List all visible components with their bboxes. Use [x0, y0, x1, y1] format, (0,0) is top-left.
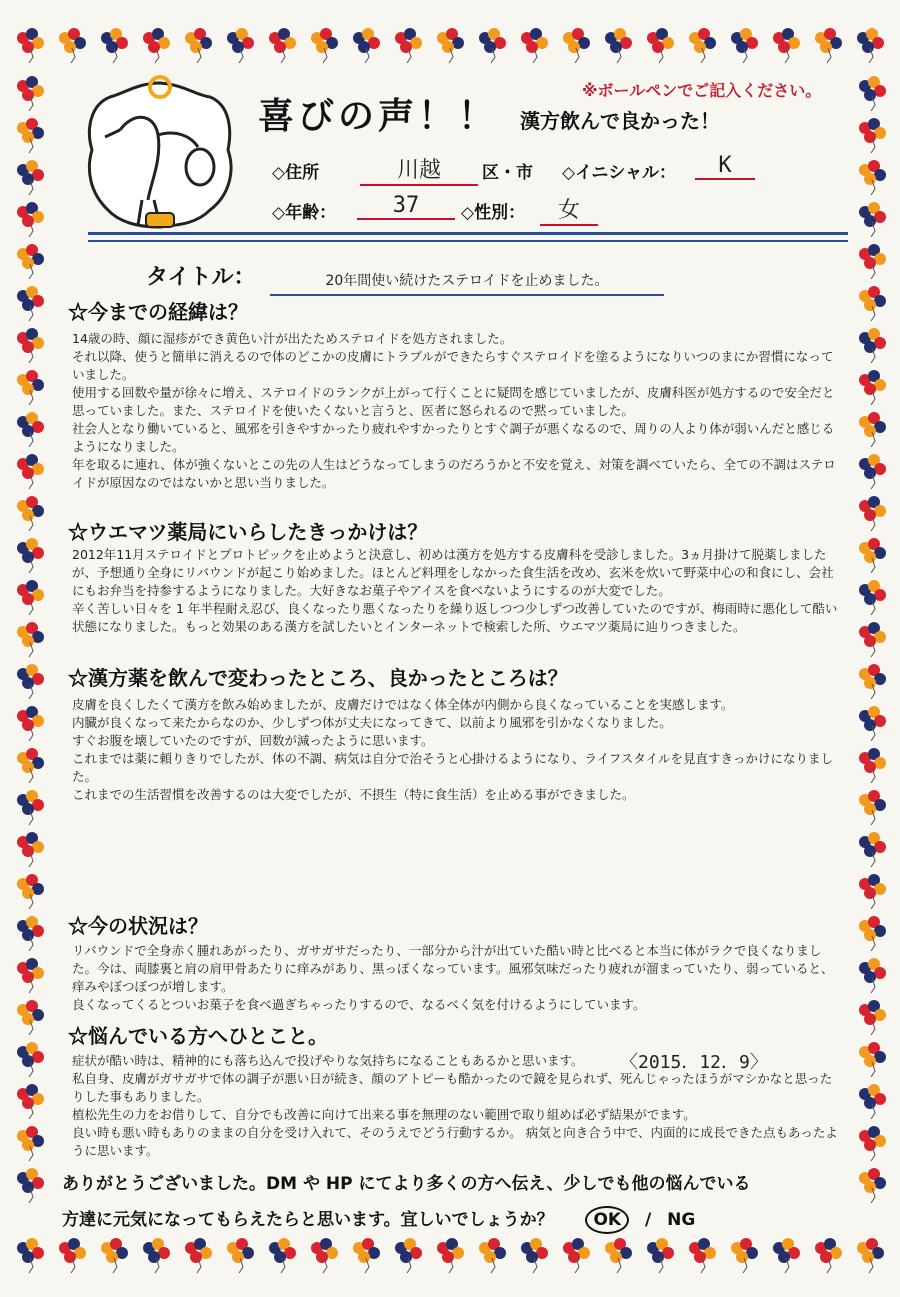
- balloon-cluster: [563, 28, 590, 63]
- balloon-cluster: [647, 28, 674, 63]
- balloon-cluster: [773, 1238, 800, 1273]
- age-field[interactable]: 37: [357, 193, 455, 220]
- address-label: ◇住所: [272, 163, 320, 183]
- balloon-cluster: [17, 790, 44, 825]
- balloon-cluster: [859, 412, 886, 447]
- balloon-cluster: [353, 1238, 380, 1273]
- balloon-cluster: [17, 328, 44, 363]
- balloon-cluster: [605, 1238, 632, 1273]
- balloon-cluster: [859, 1000, 886, 1035]
- balloon-cluster: [859, 664, 886, 699]
- header-divider: [88, 232, 848, 235]
- trigger-line: 2012年11月ステロイドとプロトピックを止めようと決意し、初めは漢方を処方する皮膚科を受診しました。3ヵ月掛けて脱薬しましたが、予想通り全身にリバウンドが起こり始めました。ほとんど料理をしなかった食生活を改め、玄米を炊いて野菜中心の和食にし、会社にもお弁当を持参するようになりました。大好きなお菓子やアイスを食べないようにするのが大変でした。: [72, 547, 834, 598]
- age-label: ◇年齢：: [272, 203, 337, 223]
- balloon-cluster: [17, 706, 44, 741]
- balloon-cluster: [353, 28, 380, 63]
- ward-city-label: 区・市: [482, 163, 533, 183]
- page-subtitle: 漢方飲んで良かった！: [520, 109, 720, 133]
- balloon-cluster: [17, 160, 44, 195]
- crane-logo: [80, 75, 240, 235]
- balloon-cluster: [731, 1238, 758, 1273]
- changes-heading: ☆漢方薬を飲んで変わったところ、良かったところは？: [68, 666, 568, 690]
- initial-label: ◇イニシャル：: [562, 163, 677, 183]
- balloon-cluster: [17, 1084, 44, 1119]
- balloon-cluster: [17, 244, 44, 279]
- balloon-cluster: [815, 1238, 842, 1273]
- balloon-cluster: [859, 580, 886, 615]
- balloon-cluster: [17, 76, 44, 111]
- closing-block: [62, 1166, 852, 1238]
- balloon-cluster: [859, 76, 886, 111]
- page-title: 喜びの声！！: [258, 95, 499, 137]
- history-line: 年を取るに連れ、体が強くないとこの先の人生はどうなってしまうのだろうかと不安を覚え、対策を調べていたら、全ての不調はステロイドが原因なのではないかと思い当りました。: [72, 457, 836, 490]
- balloon-cluster: [859, 748, 886, 783]
- balloon-cluster: [647, 1238, 674, 1273]
- message-body: [72, 1052, 844, 1160]
- balloon-cluster: [859, 160, 886, 195]
- balloon-cluster: [859, 790, 886, 825]
- balloon-cluster: [17, 1042, 44, 1077]
- history-heading: ☆今までの経緯は？: [68, 300, 248, 324]
- balloon-cluster: [859, 496, 886, 531]
- changes-line: 内臓が良くなって来たからなのか、少しずつ体が丈夫になってきて、以前より風邪を引かなくなりました。: [72, 715, 672, 730]
- trigger-line: 辛く苦しい日々を 1 年半程耐え忍び、良くなったり悪くなったりを繰り返しつつ少しずつ改善していたのですが、梅雨時に悪化して酷い状態になりました。もっと効果のある漢方を試したいとインターネットで検索した所、ウエマツ薬局に辿りつきました。: [72, 601, 838, 634]
- balloon-cluster: [859, 1126, 886, 1161]
- balloon-cluster: [17, 1168, 44, 1203]
- changes-line: これまでは薬に頼りきりでしたが、体の不調、病気は自分で治そうと心掛けるようになり、ライフスタイルを見直すきっかけになりました。: [72, 751, 834, 784]
- balloon-cluster: [17, 202, 44, 237]
- changes-line: これまでの生活習慣を改善するのは大変でしたが、不摂生（特に食生活）を止める事ができました。: [72, 787, 635, 802]
- balloon-cluster: [395, 1238, 422, 1273]
- balloon-cluster: [731, 28, 758, 63]
- balloon-cluster: [521, 28, 548, 63]
- history-body: [72, 330, 844, 492]
- balloon-cluster: [689, 28, 716, 63]
- balloon-cluster: [269, 28, 296, 63]
- balloon-cluster: [59, 28, 86, 63]
- title-label: タイトル：: [146, 265, 256, 290]
- balloon-cluster: [17, 496, 44, 531]
- closing-question: 方達に元気になってもらえたらと思います。宜しいでしょうか？: [62, 1210, 554, 1230]
- history-line: それ以降、使うと簡単に消えるので体のどこかの皮膚にトラブルができたらすぐステロイドを塗るようになりいつのまにか習慣になっていました。: [72, 349, 834, 382]
- balloon-cluster: [859, 832, 886, 867]
- balloon-cluster: [859, 1168, 886, 1203]
- balloon-cluster: [859, 118, 886, 153]
- balloon-cluster: [17, 1000, 44, 1035]
- closing-line-1: ありがとうございました。DM や HP にてより多くの方へ伝え、少しでも他の悩んでいる: [62, 1174, 751, 1194]
- trigger-body: [72, 546, 844, 636]
- balloon-cluster: [17, 874, 44, 909]
- balloon-cluster: [859, 286, 886, 321]
- balloon-cluster: [17, 580, 44, 615]
- balloon-cluster: [17, 958, 44, 993]
- balloon-cluster: [859, 328, 886, 363]
- balloon-cluster: [17, 1126, 44, 1161]
- balloon-cluster: [17, 622, 44, 657]
- balloon-cluster: [857, 28, 884, 63]
- balloon-cluster: [437, 28, 464, 63]
- balloon-cluster: [17, 370, 44, 405]
- current-heading: ☆今の状況は？: [68, 914, 208, 938]
- balloon-cluster: [689, 1238, 716, 1273]
- balloon-cluster: [859, 958, 886, 993]
- balloon-cluster: [521, 1238, 548, 1273]
- balloon-cluster: [17, 538, 44, 573]
- balloon-cluster: [17, 664, 44, 699]
- balloon-cluster: [859, 202, 886, 237]
- changes-body: [72, 696, 844, 804]
- balloon-cluster: [185, 1238, 212, 1273]
- message-line: 私自身、皮膚がガサガサで体の調子が悪い日が続き、顔のアトピーも酷かったので鏡を見られず、死んじゃったほうがマシかなと思ったりした事もありました。: [72, 1071, 833, 1104]
- balloon-cluster: [269, 1238, 296, 1273]
- balloon-cluster: [815, 28, 842, 63]
- message-line: 良い時も悪い時もありのままの自分を受け入れて、そのうえでどう行動するか。 病気と向き合う中で、内面的に成長できた点もあったように思います。: [72, 1125, 838, 1158]
- balloon-cluster: [227, 28, 254, 63]
- balloon-cluster: [17, 916, 44, 951]
- initial-field[interactable]: K: [695, 153, 755, 180]
- balloon-cluster: [605, 28, 632, 63]
- balloon-cluster: [437, 1238, 464, 1273]
- balloon-cluster: [185, 28, 212, 63]
- balloon-cluster: [859, 874, 886, 909]
- balloon-cluster: [563, 1238, 590, 1273]
- balloon-cluster: [17, 118, 44, 153]
- balloon-cluster: [395, 28, 422, 63]
- changes-line: 皮膚を良くしたくて漢方を飲み始めましたが、皮膚だけではなく体全体が内側から良くなっていることを実感します。: [72, 697, 734, 712]
- message-heading: ☆悩んでいる方へひとこと。: [68, 1024, 328, 1048]
- address-field[interactable]: 川越: [360, 153, 478, 186]
- ok-option[interactable]: OK: [585, 1206, 629, 1234]
- title-field[interactable]: 20年間使い続けたステロイドを止めました。: [270, 270, 664, 296]
- balloon-cluster: [17, 832, 44, 867]
- balloon-cluster: [857, 1238, 884, 1273]
- balloon-cluster: [101, 28, 128, 63]
- balloon-cluster: [479, 28, 506, 63]
- message-line: 症状が酷い時は、精神的にも落ち込んで投げやりな気持ちになることもあるかと思います。: [72, 1053, 584, 1068]
- balloon-cluster: [17, 412, 44, 447]
- date-handwritten: 〈2015．12．9〉: [620, 1052, 768, 1073]
- balloon-cluster: [859, 916, 886, 951]
- balloon-cluster: [859, 244, 886, 279]
- header-divider-thin: [88, 240, 848, 242]
- pen-notice: ※ボールペンでご記入ください。: [582, 81, 822, 100]
- option-separator: /: [645, 1210, 652, 1230]
- balloon-cluster: [859, 1084, 886, 1119]
- balloon-cluster: [311, 1238, 338, 1273]
- balloon-cluster: [859, 538, 886, 573]
- gender-field[interactable]: 女: [540, 193, 598, 226]
- history-line: 使用する回数や量が徐々に増え、ステロイドのランクが上がって行くことに疑問を感じていましたが、皮膚科医が処方するので安全だと思っていました。また、ステロイドを使いたくないと言うと、医者に怒られるので黙っていました。: [72, 385, 835, 418]
- history-line: 14歳の時、顔に湿疹ができ黄色い汁が出たためステロイドを処方されました。: [72, 331, 513, 346]
- balloon-cluster: [227, 1238, 254, 1273]
- history-line: 社会人となり働いていると、風邪を引きやすかったり疲れやすかったりとすぐ調子が悪くなるので、周りの人より体が弱いんだと感じるようになりました。: [72, 421, 835, 454]
- balloon-cluster: [479, 1238, 506, 1273]
- current-line: リバウンドで全身赤く腫れあがったり、ガサガサだったり、一部分から汁が出ていた酷い時と比べると本当に体がラクで良くなりました。今は、両膝裏と肩の肩甲骨あたりに痒みがあり、黒っぽくなっています。風邪気味だったり疲れが溜まっていたり、弱っていると、痒みやぼつぼつが増します。: [72, 943, 834, 994]
- balloon-cluster: [101, 1238, 128, 1273]
- balloon-cluster: [143, 1238, 170, 1273]
- balloon-cluster: [859, 454, 886, 489]
- balloon-cluster: [17, 286, 44, 321]
- balloon-cluster: [59, 1238, 86, 1273]
- gender-label: ◇性別：: [461, 203, 526, 223]
- ng-option[interactable]: NG: [667, 1210, 696, 1230]
- balloon-cluster: [859, 370, 886, 405]
- closing-line-2: [62, 1202, 852, 1238]
- balloon-cluster: [17, 28, 44, 63]
- current-body: [72, 942, 844, 1014]
- message-line: 植松先生の力をお借りして、自分でも改善に向けて出来る事を無理のない範囲で取り組めば必ず結果がでます。: [72, 1107, 696, 1122]
- balloon-cluster: [859, 706, 886, 741]
- balloon-cluster: [859, 1042, 886, 1077]
- balloon-cluster: [859, 622, 886, 657]
- balloon-cluster: [17, 1238, 44, 1273]
- balloon-cluster: [17, 454, 44, 489]
- balloon-cluster: [143, 28, 170, 63]
- balloon-cluster: [773, 28, 800, 63]
- current-line: 良くなってくるとついお菓子を食べ過ぎちゃったりするので、なるべく気を付けるようにしています。: [72, 997, 646, 1012]
- trigger-heading: ☆ウエマツ薬局にいらしたきっかけは？: [68, 520, 428, 544]
- balloon-cluster: [311, 28, 338, 63]
- changes-line: すぐお腹を壊していたのですが、回数が減ったように思います。: [72, 733, 434, 748]
- balloon-cluster: [17, 748, 44, 783]
